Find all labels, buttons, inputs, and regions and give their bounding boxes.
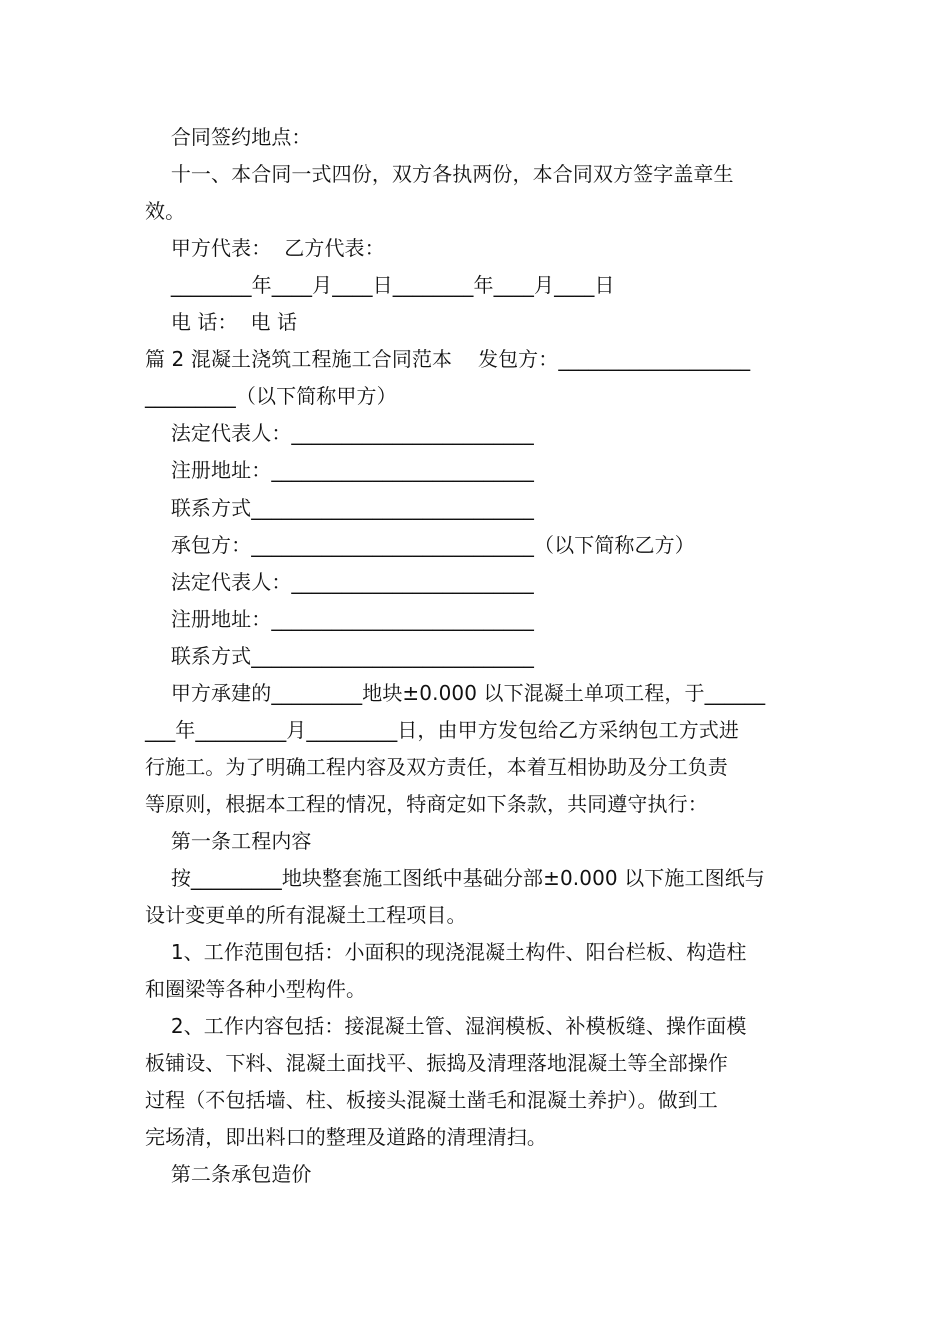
text-line: 过程（不包括墙、柱、板接头混凝土凿毛和混凝土养护）。做到工: [145, 1088, 718, 1112]
text-line: 法定代表人：________________________: [145, 570, 534, 594]
text-line: 行施工。为了明确工程内容及双方责任，本着互相协助及分工负责: [145, 755, 728, 779]
text-line: 等原则，根据本工程的情况，特商定如下条款，共同遵守执行：: [145, 792, 708, 816]
text-line: 2、工作内容包括：接混凝土管、湿润模板、补模板缝、操作面模: [145, 1014, 747, 1038]
text-line: 注册地址：__________________________: [145, 607, 534, 631]
text-line: 甲方代表： 乙方代表：: [145, 236, 385, 260]
text-line: 联系方式____________________________: [145, 644, 535, 668]
text-line: 和圈梁等各种小型构件。: [145, 977, 367, 1001]
text-line: 联系方式____________________________: [145, 496, 535, 520]
text-line: 合同签约地点：: [145, 125, 312, 149]
text-line: 1、工作范围包括：小面积的现浇混凝土构件、阳台栏板、构造柱: [145, 940, 747, 964]
text-line: 法定代表人：________________________: [145, 421, 534, 445]
text-line: 注册地址：__________________________: [145, 458, 534, 482]
clause-heading: 第二条承包造价: [145, 1162, 312, 1186]
clause-heading: 第一条工程内容: [145, 829, 312, 853]
text-line: 十一、本合同一式四份，双方各执两份，本合同双方签字盖章生: [145, 162, 734, 186]
text-line: 按_________地块整套施工图纸中基础分部±0.000 以下施工图纸与: [145, 866, 765, 890]
text-line: 完场清，即出料口的整理及道路的清理清扫。: [145, 1125, 547, 1149]
text-line: ___年_________月_________日，由甲方发包给乙方采纳包工方式进: [145, 718, 739, 742]
text-line: 电 话： 电 话: [145, 310, 298, 334]
text-line: ________年____月____日________年____月____日: [145, 273, 615, 297]
text-line: 设计变更单的所有混凝土工程项目。: [145, 903, 467, 927]
text-line: _________（以下简称甲方）: [145, 384, 397, 408]
text-line: 甲方承建的_________地块±0.000 以下混凝土单项工程，于______: [145, 681, 766, 705]
text-line: 板铺设、下料、混凝土面找平、振捣及清理落地混凝土等全部操作: [145, 1051, 728, 1075]
text-line: 效。: [145, 199, 186, 223]
text-line: 承包方：____________________________（以下简称乙方）: [145, 533, 695, 557]
section-heading: 篇 2 混凝土浇筑工程施工合同范本 发包方：___________________: [145, 347, 751, 371]
